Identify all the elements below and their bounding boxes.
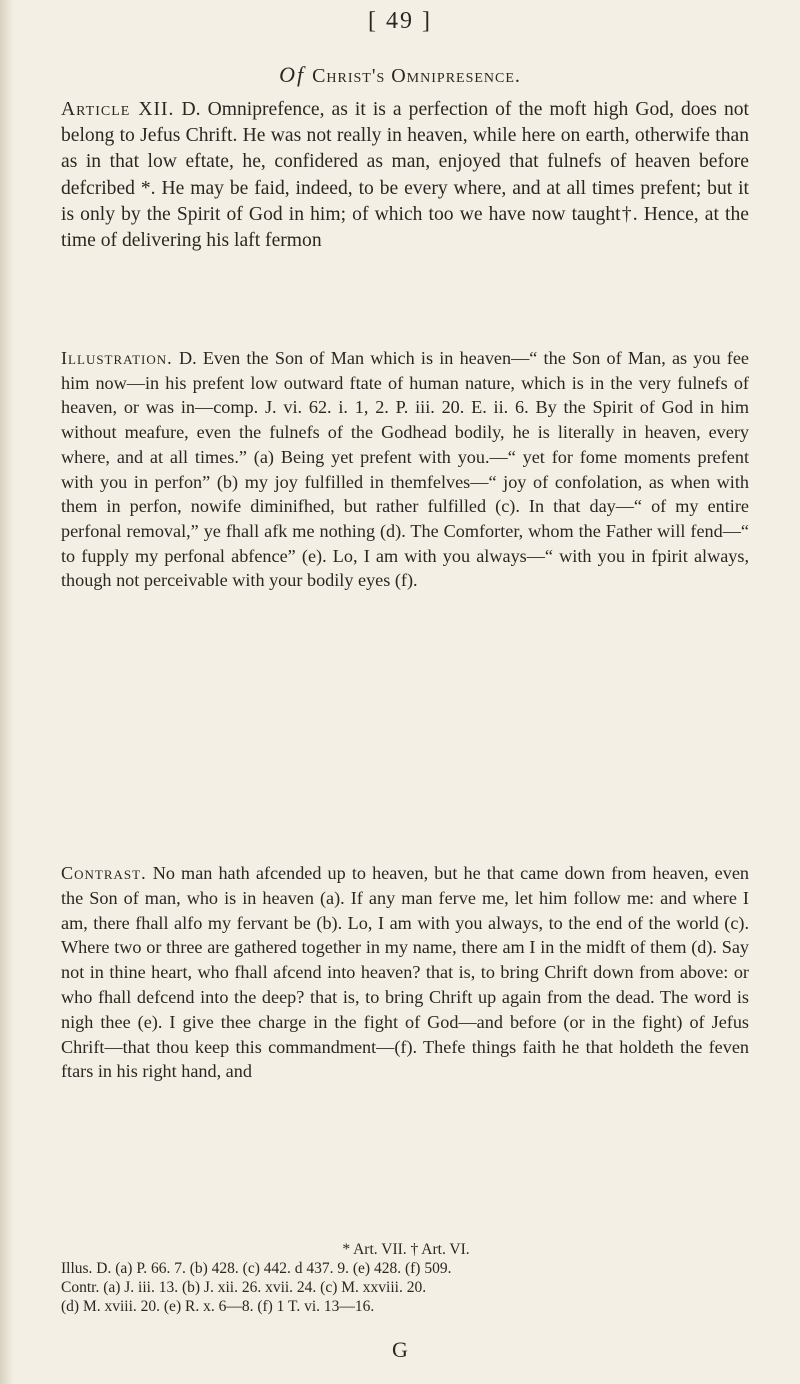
footnote-refs: * Art. VII. † Art. VI. (342, 1241, 470, 1258)
illustration-label: Illustration. (61, 348, 173, 368)
page-gutter-shadow (0, 0, 14, 1384)
footnotes (61, 1240, 751, 1316)
footnote-contr-2: (d) M. xviii. 20. (e) R. x. 6—8. (f) 1 T. vi. 13—16. (61, 1298, 375, 1315)
article-text: D. Omniprefence, as it is a perfection of the moft high God, does not belong to Jefus Chrift. He was not really in heaven, while here on earth, otherwife than as in that low eftate, he, confidered as man, enjoyed that fulnefs of heaven before defcribed *. He may be faid, indeed, to be every where, and at all times prefent; but it is only by the Spirit of God in him; of which too we have now taught†. Hence, at the time of delivering his laft fermon (61, 99, 749, 252)
contrast-paragraph (61, 861, 749, 1084)
heading-title: Christ's Omnipresence. (312, 65, 521, 87)
contrast-text: No man hath afcended up to heaven, but he that came down from heaven, even the Son of man, who is in heaven (a). If any man ferve me, let him follow me: and where I am, there fhall alfo my fervant be (b). Lo, I am with you always, to the end of the world (c). Where two or three are gathered together in my name, there am I in the midft of them (d). Say not in thine heart, who fhall afcend into heaven? that is, to bring Chrift down from above: or who fhall defcend into the deep? that is, to bring Chrift up again from the dead. The word is nigh thee (e). I give thee charge in the fight of God—and before (or in the fight) of Jefus Chrift—that thou keep this commandment—(f). Thefe things faith he that holdeth the feven ftars in his right hand, and (61, 863, 749, 1082)
illustration-paragraph (61, 346, 749, 593)
article-label: Article XII. (61, 99, 175, 120)
illustration-text: D. Even the Son of Man which is in heaven—“ the Son of Man, as you fee him now—in his prefent low outward ftate of human nature, which is in the very fulnefs of heaven, or was in—comp. J. vi. 62. i. 1, 2. P. iii. 20. E. ii. 6. By the Spirit of God in him without meafure, even the fulnefs of the Godhead bodily, he is literally in heaven, every where, and at all times.” (a) Being yet prefent with you.—“ yet for fome moments prefent with you in perfon” (b) my joy fulfilled in themfelves—“ joy of confolation, as when with them in perfon, nowife diminifhed, but rather fulfilled (c). In that day—“ of my entire perfonal removal,” ye fhall afk me nothing (d). The Comforter, whom the Father will fend—“ to fupply my perfonal abfence” (e). Lo, I am with you always—“ with you in fpirit always, though not perceivable with your bodily eyes (f). (61, 348, 749, 591)
footnote-illus: Illus. D. (a) P. 66. 7. (b) 428. (c) 442. d 437. 9. (e) 428. (f) 509. (61, 1260, 452, 1277)
footnote-contr-1: Contr. (a) J. iii. 13. (b) J. xii. 26. xvii. 24. (c) M. xxviii. 20. (61, 1279, 427, 1296)
signature-mark: G (392, 1337, 408, 1362)
chapter-heading (0, 62, 800, 88)
heading-of: Of (279, 62, 306, 87)
page-number: [ 49 ] (368, 8, 432, 34)
article-paragraph (61, 97, 749, 254)
contrast-label: Contrast. (61, 863, 147, 883)
